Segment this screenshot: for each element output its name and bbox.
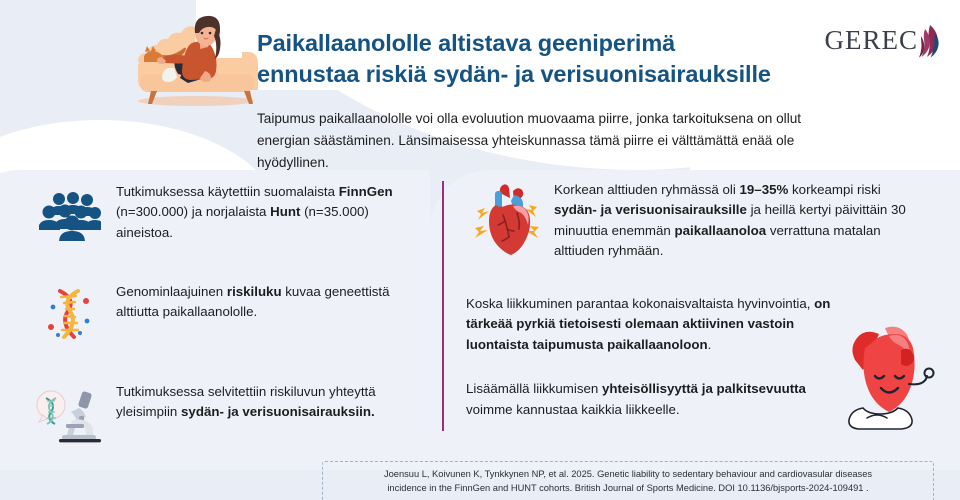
left-item-2-text: Genominlaajuinen riskiluku kuvaa geneettistä alttiutta paikallaanololle. xyxy=(116,284,390,320)
group-of-people-icon xyxy=(39,189,101,241)
citation-line-1: Joensuu L, Koivunen K, Tynkkynen NP, et al. 2025. Genetic liability to sedentary behaviour and cardiovasular diseases xyxy=(383,469,873,479)
left-item-2 xyxy=(24,278,424,352)
microscope-with-dna-icon xyxy=(35,387,105,443)
gerec-logo xyxy=(824,22,942,58)
right-column xyxy=(462,178,932,420)
group-of-people-icon-cell xyxy=(24,178,116,252)
microscope-icon-cell xyxy=(24,378,116,452)
left-item-3-text: Tutkimuksessa selvitettiin riskiluvun yhteyttä yleisimpiin sydän- ja verisuonisairauksiin. xyxy=(116,384,376,420)
page-subtitle: Taipumus paikallaanololle voi olla evoluution muovaama piirre, jonka tarkoituksena on ollut energian säästäminen. Länsimaisessa yhteiskunnassa tämä piirre ei välttämättä enää ole hyödyllinen. xyxy=(257,111,802,171)
right-item-2-text: Koska liikkuminen parantaa kokonaisvaltaista hyvinvointia, on tärkeää pyrkiä tietoisesti olemaan aktiivinen vastoin luontaista taipumusta paikallaanoloon. xyxy=(466,296,831,352)
right-item-1 xyxy=(462,178,932,268)
left-item-3 xyxy=(24,378,424,452)
hero-illustration-woman-on-sofa xyxy=(104,12,272,112)
dna-helix-icon xyxy=(42,287,98,343)
page-title xyxy=(257,28,817,90)
right-item-3-text: Lisäämällä liikkumisen yhteisöllisyyttä ja palkitsevuutta voimme kannustaa kaikkia liikkeelle. xyxy=(466,381,806,417)
anatomical-heart-with-lightning-icon xyxy=(469,183,547,263)
anatomical-heart-icon-cell xyxy=(462,178,554,268)
left-item-1-text: Tutkimuksessa käytettiin suomalaista FinnGen (n=300.000) ja norjalaista Hunt (n=35.000) aineistoa. xyxy=(116,184,393,240)
left-column xyxy=(24,178,424,478)
page-title-line-1: Paikallaanololle altistava geeniperimä xyxy=(257,30,676,56)
citation-box xyxy=(322,461,934,500)
right-item-1-text: Korkean alttiuden ryhmässä oli 19–35% korkeampi riski sydän- ja verisuonisairauksille ja heillä kertyi päivittäin 30 minuuttia enemmän paikallaanoloa verrattuna matalan alttiuden ryhmään. xyxy=(554,182,906,259)
dna-helix-icon-cell xyxy=(24,278,116,352)
flame-leaf-mark-icon xyxy=(916,24,942,58)
left-item-1 xyxy=(24,178,424,252)
header-block xyxy=(257,28,817,174)
citation-line-2: incidence in the FinnGen and HUNT cohorts. British Journal of Sports Medicine. DOI 10.1136/bjsports-2024-109491 . xyxy=(387,482,869,493)
page-title-line-2: ennustaa riskiä sydän- ja verisuonisairauksille xyxy=(257,61,771,88)
column-divider xyxy=(442,181,444,431)
logo-wordmark: GEREC xyxy=(824,24,918,55)
